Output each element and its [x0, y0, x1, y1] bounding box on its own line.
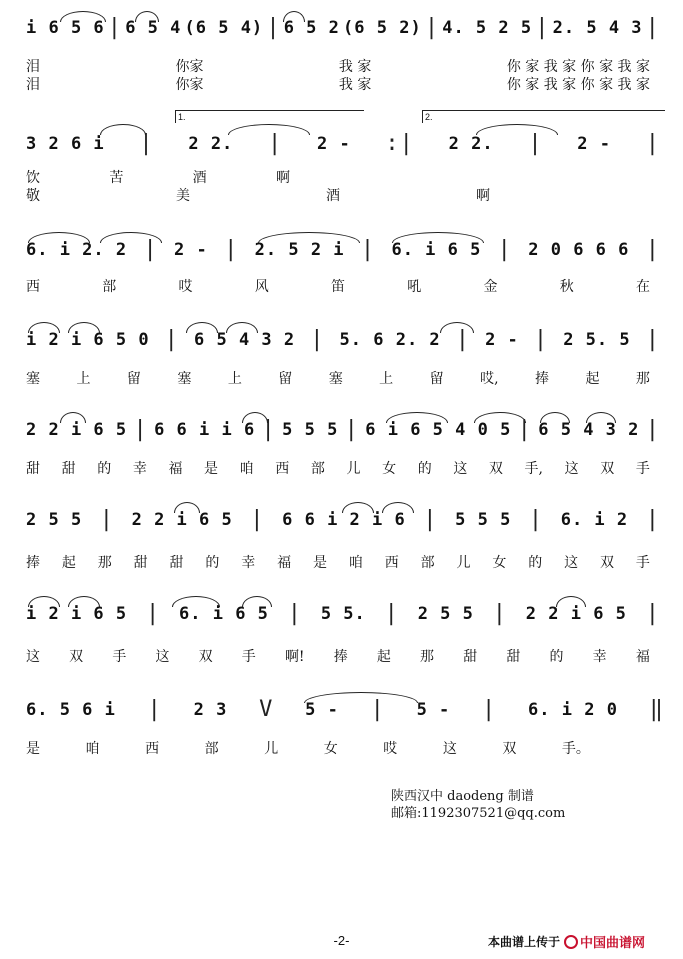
system-5-notes — [0, 414, 683, 454]
barline: | — [423, 507, 438, 532]
lyric-syllable: 甜 — [169, 555, 184, 571]
note-group: 2 2. — [188, 134, 234, 154]
lyric-syllable: 的 — [97, 461, 112, 477]
lyric-syllable: 饮 — [26, 170, 40, 186]
site-logo-icon — [564, 935, 578, 949]
barline: | — [143, 237, 158, 262]
lyric-syllable: 留 — [429, 371, 444, 387]
volta-first-ending: 1. — [175, 110, 364, 123]
lyric-syllable: 泪 — [26, 77, 40, 93]
lyric-syllable: 你 家 我 家 你 家 我 家 — [506, 77, 650, 93]
site-name: 中国曲谱网 — [580, 935, 646, 950]
system-1-lyrics-2 — [26, 74, 650, 94]
lyric-syllable: 这 — [155, 649, 170, 665]
note-group: 2 - — [174, 240, 208, 260]
system-8-lyrics — [26, 738, 650, 758]
system-5-lyrics — [26, 458, 650, 478]
lyric-syllable: 那 — [420, 649, 435, 665]
lyric-syllable: 部 — [102, 279, 117, 295]
note-group: 2 - — [316, 134, 351, 154]
lyric-syllable: 这 — [453, 461, 468, 477]
system-4-lyrics — [26, 368, 650, 388]
lyric-syllable: 秋 — [559, 279, 574, 295]
lyric-syllable: 手。 — [561, 741, 590, 757]
lyric-syllable: 是 — [204, 461, 219, 477]
lyric-syllable: 哎, — [480, 371, 499, 387]
note-group: 6. i 2. 2 — [26, 240, 128, 260]
barline: | — [645, 237, 660, 262]
note-group: 4. 5 2 5 — [442, 18, 533, 38]
barline: | — [147, 697, 162, 722]
note-group: (6 5 4) — [184, 18, 264, 38]
lyric-syllable: 幸 — [132, 461, 147, 477]
note-group: 2 0 6 6 6 — [528, 240, 630, 260]
note-group: 5 5 5 — [455, 510, 512, 530]
lyric-syllable: 双 — [488, 461, 503, 477]
lyric-syllable: 双 — [198, 649, 213, 665]
system-7-lyrics — [26, 646, 650, 666]
lyric-syllable: 你家 — [175, 59, 204, 75]
lyric-syllable: 你家 — [175, 77, 204, 93]
lyric-syllable: 起 — [61, 555, 76, 571]
note-group: 5 - — [416, 700, 451, 720]
slur — [100, 124, 146, 135]
volta-second-ending: 2. — [422, 110, 665, 123]
lyric-syllable: 的 — [549, 649, 564, 665]
barline: | — [645, 15, 660, 40]
lyric-syllable: 那 — [97, 555, 112, 571]
barline: | — [455, 327, 470, 352]
note-group: 6. i 2 0 — [528, 700, 618, 720]
lyric-syllable: 手, — [524, 461, 543, 477]
note-group: 2. 5 2 i — [254, 240, 345, 260]
note-group: i 2 i 6 5 — [26, 604, 128, 624]
barline: V — [259, 697, 274, 722]
lyric-syllable: 咱 — [239, 461, 254, 477]
site-logo[interactable] — [564, 932, 645, 951]
barline: | — [287, 601, 302, 626]
lyric-syllable: 你 家 我 家 你 家 我 家 — [506, 59, 650, 75]
note-group: (6 5 2) — [343, 18, 422, 38]
lyric-syllable: 手 — [635, 461, 650, 477]
lyric-syllable: 西 — [26, 279, 40, 295]
lyric-syllable: 甜 — [463, 649, 478, 665]
lyric-syllable: 是 — [26, 741, 40, 757]
lyric-syllable: 我 家 — [338, 59, 372, 75]
lyric-syllable: 我 家 — [338, 77, 372, 93]
lyric-syllable: 上 — [227, 371, 242, 387]
lyric-syllable: 起 — [376, 649, 391, 665]
lyric-syllable: 的 — [205, 555, 220, 571]
lyric-syllable: 泪 — [26, 59, 40, 75]
lyric-syllable: 敬 — [26, 188, 40, 204]
note-group: i 2 i 6 5 0 — [26, 330, 150, 350]
lyric-syllable: 塞 — [177, 371, 192, 387]
note-group: 2 5 5 — [26, 510, 83, 530]
lyric-syllable: 啊 — [476, 188, 490, 204]
note-group: 2 - — [485, 330, 519, 350]
note-group: 2 - — [577, 134, 611, 154]
lyric-syllable: 甜 — [61, 461, 76, 477]
barline: | — [645, 507, 660, 532]
barline: | — [384, 601, 399, 626]
barline: | — [145, 601, 161, 626]
note-group: 2 5. 5 — [563, 330, 631, 350]
lyric-syllable: 幸 — [241, 555, 256, 571]
lyric-syllable: 风 — [254, 279, 269, 295]
note-group: 6. i 2 — [560, 510, 629, 530]
slur — [476, 124, 558, 135]
lyric-syllable: 手 — [112, 649, 127, 665]
lyric-syllable: 留 — [126, 371, 141, 387]
note-group: 2 2 i 6 5 — [26, 420, 128, 440]
barline: | — [99, 507, 115, 532]
lyric-syllable: 福 — [635, 649, 650, 665]
barline: | — [250, 507, 265, 532]
lyric-syllable: 女 — [492, 555, 507, 571]
lyric-syllable: 塞 — [26, 371, 40, 387]
lyric-syllable: 哎 — [383, 741, 398, 757]
lyric-syllable: 儿 — [346, 461, 361, 477]
lyric-syllable: 福 — [277, 555, 292, 571]
barline: | — [424, 15, 440, 40]
barline: | — [266, 15, 281, 40]
lyric-syllable: 在 — [636, 279, 650, 295]
lyric-syllable: 部 — [204, 741, 219, 757]
lyric-syllable: 甜 — [26, 461, 40, 477]
lyric-syllable: 手 — [635, 555, 650, 571]
lyric-syllable: 这 — [442, 741, 457, 757]
lyric-syllable: 双 — [502, 741, 517, 757]
transcriber-credits — [391, 788, 565, 822]
barline: | — [344, 417, 359, 442]
lyric-syllable: 双 — [69, 649, 84, 665]
note-group: i 6 5 6 — [26, 18, 105, 38]
lyric-syllable: 捧 — [534, 371, 549, 387]
barline: | — [535, 15, 550, 40]
system-3-lyrics — [26, 276, 650, 296]
note-group: 6. 5 6 i — [26, 700, 116, 720]
note-group: 6 5 4 3 2 — [194, 330, 296, 350]
note-group: 6 5 2 — [283, 18, 340, 38]
barline: | — [497, 237, 512, 262]
credit-line-author: 陕西汉中 daodeng 制谱 — [391, 789, 534, 804]
lyric-syllable: 上 — [379, 371, 394, 387]
note-group: 5 5 5 — [282, 420, 339, 440]
lyric-syllable: 是 — [313, 555, 327, 571]
lyric-syllable: 美 — [176, 188, 190, 204]
lyric-syllable: 塞 — [328, 371, 343, 387]
note-group: 6. i 6 5 — [179, 604, 269, 624]
barline: ‖ — [649, 697, 660, 722]
barline: :| — [385, 131, 414, 156]
lyric-syllable: 咱 — [348, 555, 363, 571]
lyric-syllable: 女 — [323, 741, 338, 757]
lyric-syllable: 部 — [310, 461, 325, 477]
lyric-syllable: 甜 — [506, 649, 521, 665]
lyric-syllable: 哎 — [178, 279, 193, 295]
note-group: 5 - — [305, 700, 339, 720]
lyric-syllable: 啊! — [284, 649, 305, 665]
barline: | — [645, 327, 660, 352]
lyric-syllable: 西 — [275, 461, 290, 477]
lyric-syllable: 的 — [528, 555, 543, 571]
lyric-syllable: 这 — [564, 461, 579, 477]
note-group: 2 3 — [193, 700, 228, 720]
note-group: 2 5 5 — [417, 604, 474, 624]
barline: | — [224, 237, 239, 262]
note-group: 6 5 4 3 2 — [538, 420, 640, 440]
lyric-syllable: 甜 — [133, 555, 148, 571]
note-group: 6 6 i i 6 — [154, 420, 256, 440]
lyric-syllable: 双 — [600, 555, 614, 571]
upload-source — [488, 932, 645, 951]
system-1-lyrics-1 — [26, 56, 650, 76]
note-group: 6. i 6 5 — [391, 240, 482, 260]
lyric-syllable: 这 — [564, 555, 579, 571]
lyric-syllable: 福 — [168, 461, 183, 477]
lyric-syllable: 吼 — [407, 279, 422, 295]
slur — [228, 124, 310, 135]
lyric-syllable: 捧 — [333, 649, 348, 665]
lyric-syllable: 双 — [600, 461, 615, 477]
lyric-syllable: 部 — [420, 555, 435, 571]
lyric-syllable: 酒 — [192, 170, 207, 186]
lyric-syllable: 起 — [585, 371, 600, 387]
system-6-lyrics — [26, 552, 650, 572]
lyric-syllable: 的 — [417, 461, 432, 477]
system-2-lyrics-2 — [26, 185, 650, 205]
uploaded-label: 本曲谱上传于 — [488, 935, 561, 949]
note-group: 6 6 i 2 i 6 — [282, 510, 406, 530]
lyric-syllable: 女 — [382, 461, 397, 477]
barline: | — [139, 131, 154, 156]
note-group: 6 5 4 — [125, 18, 182, 38]
barline: | — [261, 417, 276, 442]
lyric-syllable: 这 — [26, 649, 40, 665]
barline: | — [528, 131, 543, 156]
credit-line-email: 邮箱:1192307521@qq.com — [391, 806, 566, 821]
barline: | — [370, 697, 385, 722]
note-group: 5. 6 2. 2 — [339, 330, 441, 350]
note-group: 2 2. — [448, 134, 494, 154]
barline: | — [517, 417, 532, 442]
note-group: 2 2 i 6 5 — [525, 604, 627, 624]
lyric-syllable: 啊 — [275, 170, 290, 186]
barline: | — [492, 601, 507, 626]
lyric-syllable: 西 — [384, 555, 399, 571]
lyric-syllable: 酒 — [326, 188, 340, 204]
lyric-syllable: 儿 — [456, 555, 471, 571]
barline: | — [268, 131, 283, 156]
lyric-syllable: 西 — [145, 741, 160, 757]
barline: | — [533, 327, 549, 352]
lyric-syllable: 手 — [241, 649, 256, 665]
barline: | — [310, 327, 325, 352]
lyric-syllable: 捧 — [26, 555, 40, 571]
lyric-syllable: 笛 — [331, 279, 345, 295]
barline: | — [164, 327, 179, 352]
barline: | — [645, 417, 660, 442]
note-group: 2 2 i 6 5 — [131, 510, 233, 530]
barline: | — [645, 131, 660, 156]
system-4-notes — [0, 324, 683, 364]
lyric-syllable: 儿 — [264, 741, 279, 757]
barline: | — [528, 507, 544, 532]
note-group: 2. 5 4 3 — [552, 18, 643, 38]
note-group: 5 5. — [320, 604, 366, 624]
lyric-syllable: 那 — [635, 371, 650, 387]
barline: | — [360, 237, 376, 262]
note-group: 3 2 6 i — [26, 134, 105, 154]
lyric-syllable: 咱 — [85, 741, 100, 757]
lyric-syllable: 留 — [278, 371, 293, 387]
barline: | — [107, 15, 123, 40]
lyric-syllable: 上 — [76, 371, 91, 387]
page-number: -2- — [333, 933, 350, 948]
barline: | — [645, 601, 660, 626]
lyric-syllable: 幸 — [592, 649, 607, 665]
system-2-lyrics-1 — [26, 167, 650, 187]
barline: | — [482, 697, 497, 722]
lyric-syllable: 苦 — [109, 170, 124, 186]
barline: | — [133, 417, 148, 442]
note-group: 6 i 6 5 4 0 5 — [365, 420, 512, 440]
lyric-syllable: 金 — [483, 279, 498, 295]
